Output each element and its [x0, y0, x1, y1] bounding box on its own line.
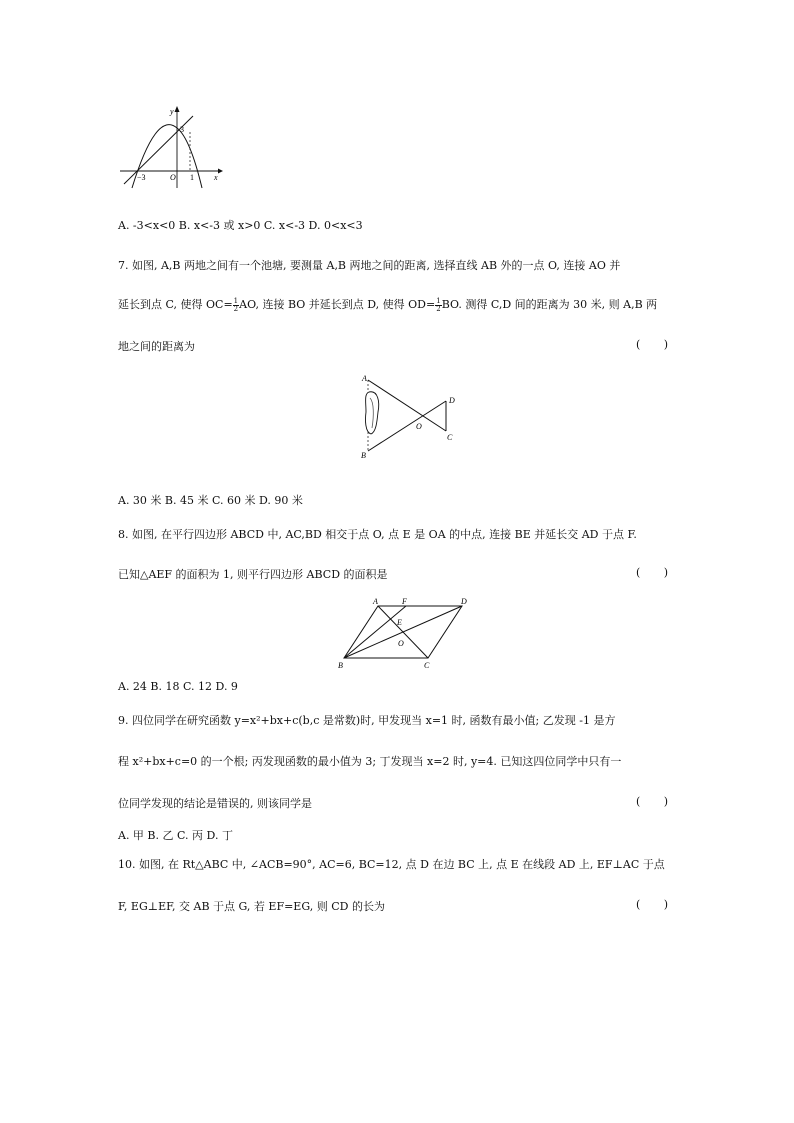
- q8-answer-bracket: ( ): [636, 566, 679, 579]
- label-B: B: [338, 661, 343, 670]
- q8-line2: 已知△AEF 的面积为 1, 则平行四边形 ABCD 的面积是: [118, 568, 388, 581]
- q6-function-graph: [118, 104, 228, 190]
- label-A: A: [373, 597, 378, 606]
- tick-1: 1: [190, 173, 194, 182]
- q9-line2: 程 x²+bx+c=0 的一个根; 丙发现函数的最小值为 3; 丁发现当 x=2 时, y=4. 已知这四位同学中只有一: [118, 755, 622, 768]
- label-C: C: [447, 433, 453, 442]
- q6-options: A. -3<x<0 B. x<-3 或 x>0 C. x<-3 D. 0<x<3: [118, 219, 363, 232]
- q7-options: A. 30 米 B. 45 米 C. 60 米 D. 90 米: [118, 494, 303, 507]
- q8-options: A. 24 B. 18 C. 12 D. 9: [118, 680, 238, 693]
- label-C: C: [424, 661, 430, 670]
- label-D: D: [449, 396, 455, 405]
- label-B: B: [361, 451, 366, 460]
- q8-parallelogram-figure: [334, 594, 482, 672]
- q9-line3: 位同学发现的结论是错误的, 则该同学是: [118, 797, 312, 810]
- segment-AC: [368, 380, 446, 431]
- label-O: O: [398, 639, 404, 648]
- segment-BD: [368, 401, 446, 451]
- q7-line1: 7. 如图, A,B 两地之间有一个池塘, 要测量 A,B 两地之间的距离, 选择直线 AB 外的一点 O, 连接 AO 并: [118, 259, 621, 272]
- q7-pond-figure: [356, 372, 466, 464]
- q9-line1: 9. 四位同学在研究函数 y=x²+bx+c(b,c 是常数)时, 甲发现当 x=1 时, 函数有最小值; 乙发现 -1 是方: [118, 714, 616, 727]
- q9-answer-bracket: ( ): [636, 795, 679, 808]
- origin-label: O: [170, 173, 176, 182]
- segment-BF: [344, 606, 406, 658]
- y-axis-arrow: [175, 106, 180, 112]
- q10-answer-bracket: ( ): [636, 898, 679, 911]
- q7-line2-part-c: BO. 测得 C,D 间的距离为 30 米, 则 A,B 两: [441, 298, 658, 311]
- fraction-one-half: $\frac{1}{2}$: [233, 296, 239, 313]
- tick-3: 3: [180, 125, 184, 134]
- q7-line3: 地之间的距离为: [118, 340, 195, 353]
- q9-options: A. 甲 B. 乙 C. 丙 D. 丁: [118, 829, 233, 842]
- q8-line1: 8. 如图, 在平行四边形 ABCD 中, AC,BD 相交于点 O, 点 E 是 OA 的中点, 连接 BE 并延长交 AD 于点 F.: [118, 528, 637, 541]
- y-label: y: [170, 107, 174, 116]
- q7-line2-part-a: 延长到点 C, 使得 OC=: [118, 298, 233, 311]
- label-O: O: [416, 422, 422, 431]
- tick-neg3: −3: [137, 173, 146, 182]
- x-axis-arrow: [218, 169, 223, 174]
- x-label: x: [214, 173, 218, 182]
- label-F: F: [402, 597, 407, 606]
- q10-line1: 10. 如图, 在 Rt△ABC 中, ∠ACB=90°, AC=6, BC=12, 点 D 在边 BC 上, 点 E 在线段 AD 上, EF⊥AC 于点: [118, 858, 665, 871]
- label-E: E: [397, 618, 402, 627]
- label-A: A: [362, 374, 367, 383]
- q7-line2-part-b: AO, 连接 BO 并延长到点 D, 使得 OD=: [239, 298, 436, 311]
- label-D: D: [461, 597, 467, 606]
- q7-line2: [118, 296, 657, 313]
- fraction-one-half-2: $\frac{1}{2}$: [436, 296, 441, 313]
- q10-line2: F, EG⊥EF, 交 AB 于点 G, 若 EF=EG, 则 CD 的长为: [118, 900, 385, 913]
- q7-answer-bracket: ( ): [636, 338, 679, 351]
- diagonal-BD: [344, 606, 462, 658]
